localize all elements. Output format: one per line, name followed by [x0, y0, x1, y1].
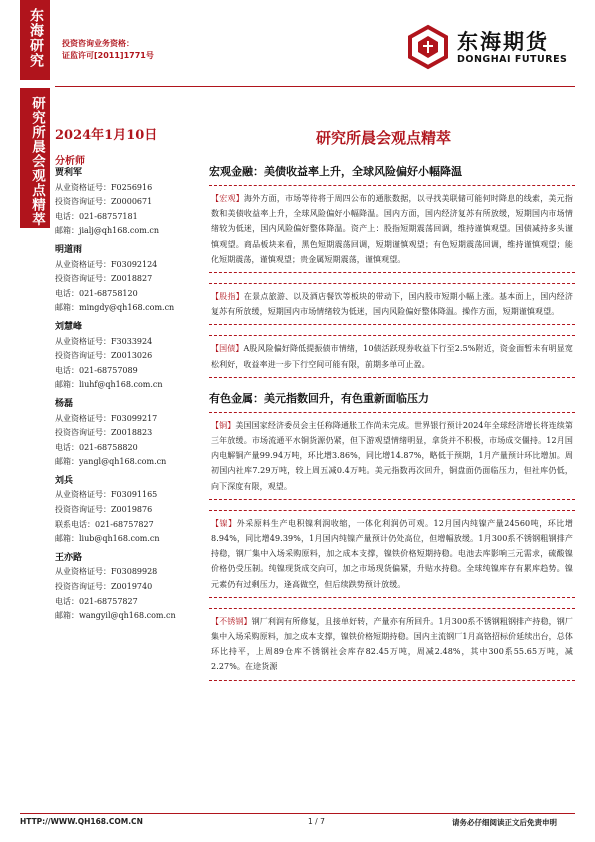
company-logo: [405, 22, 575, 72]
analyst-entry: [55, 474, 205, 547]
sector-tag: 【国债】: [211, 344, 244, 354]
paragraph-text: A股风险偏好降低提振债市情绪，10债活跃现券收益下行至2.5%附近，资金面暂未有明显宽松利好，收益率进一步下行空间可能有限，前期多单可止盈。: [211, 344, 573, 369]
analyst-email[interactable]: 邮箱：mingdy@qh168.com.cn: [55, 303, 175, 313]
sidebar-tag-donghai-research: [20, 0, 50, 80]
report-body: [209, 163, 575, 691]
sector-tag: 【不锈钢】: [211, 616, 252, 626]
analyst-name: 刘兵: [55, 475, 74, 486]
analyst-detail: 从业资格证号：F03092124: [55, 259, 158, 269]
analyst-detail: 从业资格证号：F3033924: [55, 336, 153, 346]
analyst-name: 明道雨: [55, 244, 83, 255]
analyst-detail: 从业资格证号：F0256916: [55, 182, 153, 192]
report-title: 研究所晨会观点精萃: [316, 129, 452, 147]
analyst-email[interactable]: 邮箱：yangl@qh168.com.cn: [55, 457, 167, 467]
footer-divider: [20, 813, 575, 814]
commentary-paragraph: [209, 412, 575, 500]
analyst-name: 刘慧峰: [55, 321, 83, 332]
report-date: 2024年1月10日: [55, 128, 158, 143]
analyst-entry: [55, 320, 205, 393]
commentary-paragraph: [209, 608, 575, 681]
analyst-detail: 联系电话：021-68757827: [55, 519, 154, 529]
commentary-paragraph: [209, 283, 575, 325]
sidebar-tag-text: 东海研究: [28, 8, 44, 68]
paragraph-text: 海外方面，市场等待将于周四公布的通胀数据，以寻找美联储可能何时降息的线索，美元指数和美债收益率上升，全球风险偏好小幅降温。国内方面，国内经济复苏有所放缓，短期国内市场情绪较为低迷，国内风险偏好整体降温。资产上：股指短期震荡回调，维持谨慎观望。国债减持多头谨慎观望。商品板块来看，黑色短期震荡回调，短期谨慎观望；有色短期震荡回调，维持谨慎观望；能化短期震荡，谨慎观望；贵金属短期震荡，谨慎观望。: [211, 194, 573, 264]
analyst-email[interactable]: 邮箱：liub@qh168.com.cn: [55, 534, 160, 544]
commentary-paragraph: [209, 335, 575, 377]
paragraph-text: 在景点旅游、以及酒店餐饮等板块的带动下，国内股市短期小幅上涨。基本面上，国内经济复苏有所放缓，短期国内市场情绪较为低迷，国内风险偏好整体降温。操作方面，短期谨慎观望。: [211, 292, 573, 317]
analyst-detail: 投资咨询证号：Z0018827: [55, 274, 153, 284]
sector-tag: 【铜】: [211, 420, 236, 430]
analyst-detail: 投资咨询证号：Z0019876: [55, 505, 153, 515]
section-title: 宏观金融：美债收益率上升，全球风险偏好小幅降温: [209, 165, 462, 178]
sidebar-report-type: [20, 88, 50, 228]
license-info: [62, 38, 154, 62]
sector-tag: 【股指】: [211, 292, 244, 302]
analyst-detail: 电话：021-68758120: [55, 288, 138, 298]
analyst-name: 杨磊: [55, 398, 74, 409]
logo-english-name: DONGHAI FUTURES: [457, 54, 568, 65]
analyst-detail: 投资咨询证号：Z0013026: [55, 351, 153, 361]
analyst-detail: 投资咨询证号：Z0000671: [55, 197, 153, 207]
analyst-detail: 电话：021-68758820: [55, 442, 138, 452]
donghai-logo-icon: [405, 24, 451, 70]
footer-disclaimer: 请务必仔细阅读正文后免责申明: [452, 818, 557, 827]
paragraph-text: 钢厂利润有所修复，且接单好转，产量亦有所回升。1月300系不锈钢粗钢排产持稳，钢厂集中入场采购原料，加之成本支撑，镍铁价格短期持稳。国内主流钢厂1月高铬招标价延续出台，总体环比持平，上周89仓库不锈钢社会库存82.45万吨，周减2.48%，其中300系55.65万吨，减2.27%。在途货源: [211, 616, 573, 672]
analyst-entry: [55, 397, 205, 470]
analyst-detail: 电话：021-68757827: [55, 596, 138, 606]
sidebar-report-type-text: 研究所晨会观点精萃: [29, 96, 45, 227]
analyst-list: [55, 166, 205, 628]
analyst-detail: 从业资格证号：F03089928: [55, 567, 158, 577]
analyst-entry: [55, 166, 205, 239]
analyst-detail: 电话：021-68757089: [55, 365, 138, 375]
analyst-email[interactable]: 邮箱：jialj@qh168.com.cn: [55, 226, 159, 236]
analyst-detail: 从业资格证号：F03091165: [55, 490, 158, 500]
header-divider: [55, 86, 575, 87]
commentary-paragraph: [209, 510, 575, 598]
paragraph-text: 外采原料生产电积镍利润收缩，一体化利润仍可观。12月国内纯镍产量24560吨，环比增8.94%，同比增49.39%，1月国内纯镍产量预计仍处高位，但增幅放缓。1月300系不锈钢粗钢排产持稳，钢厂集中入场采购原料，加之成本支撑，镍铁价格短期持稳。电池去库影响三元需求，硫酸镍价格仍受压制。纯镍现货成交向可，加之市场现货偏紧，升贴水持稳。全球纯镍库存有累库趋势。镍元素仍有过剩压力，逢高做空，但后续跌势预计放缓。: [211, 518, 573, 589]
analyst-entry: [55, 243, 205, 316]
analyst-name: 王亦路: [55, 552, 83, 563]
license-line-1: 投资咨询业务资格：: [62, 39, 134, 48]
analyst-entry: [55, 551, 205, 624]
section-title: 有色金属：美元指数回升，有色重新面临压力: [209, 391, 429, 405]
page-number: 1 / 7: [308, 817, 325, 826]
analyst-name: 贾利军: [55, 168, 83, 178]
analyst-detail: 投资咨询证号：Z0019740: [55, 582, 153, 592]
analyst-detail: 投资咨询证号：Z0018823: [55, 428, 153, 438]
sector-tag: 【宏观】: [211, 194, 244, 203]
commentary-paragraph: [209, 185, 575, 273]
analyst-heading: 分析师: [55, 156, 85, 167]
analyst-email[interactable]: 邮箱：wangyil@qh168.com.cn: [55, 611, 176, 621]
analyst-email[interactable]: 邮箱：liuhf@qh168.com.cn: [55, 380, 163, 390]
footer-website-link[interactable]: HTTP://WWW.QH168.COM.CN: [20, 817, 143, 826]
analyst-detail: 从业资格证号：F03099217: [55, 413, 158, 423]
sector-tag: 【镍】: [211, 518, 237, 528]
analyst-detail: 电话：021-68757181: [55, 211, 138, 221]
license-line-2: 证监许可[2011]1771号: [62, 51, 154, 60]
paragraph-text: 美国国家经济委员会主任称降通胀工作尚未完成。世界银行预计2024年全球经济增长将连续第三年放缓。市场流通平水铜货源仍紧，但下游观望情绪明显，拿货并不积极，市场成交僵持。12月国内电解铜产量99.94万吨，环比增3.86%，同比增14.87%，略低于预期，1月产量预计环比增加。周初国内社库7.29万吨，较上周五减0.4万吨。美元指数再次回升，铜盘面仍面临压力，但社库仍低，向下深度有限，观望。: [211, 420, 573, 491]
logo-chinese-name: 东海期货: [457, 30, 549, 54]
